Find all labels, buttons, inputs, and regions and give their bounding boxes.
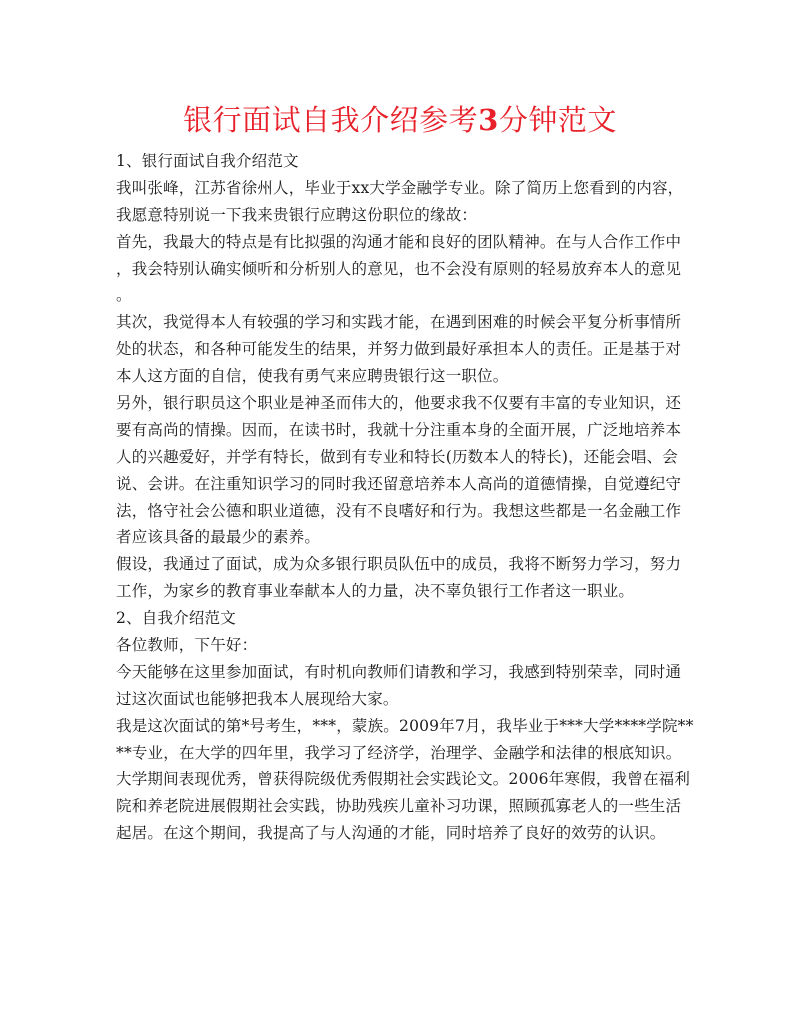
body-line: 假设，我通过了面试，成为众多银行职员队伍中的成员，我将不断努力学习，努力 (116, 555, 682, 574)
body-line: 法，恪守社会公德和职业道德，没有不良嗜好和行为。我想这些都是一名金融工作 (116, 501, 682, 520)
body-line: 院和养老院进展假期社会实践，协助残疾儿童补习功课，照顾孤寡老人的一些生活 (116, 797, 682, 816)
body-line: 我愿意特别说一下我来贵银行应聘这份职位的缘故： (116, 205, 478, 224)
body-line: 我是这次面试的第*号考生，***，蒙族。2009年7月，我毕业于***大学****学院** (116, 716, 694, 735)
title-text-post: 分钟范文 (498, 103, 617, 137)
body-line: 大学期间表现优秀，曾获得院级优秀假期社会实践论文。2006年寒假，我曾在福利 (116, 770, 691, 789)
body-line: 工作，为家乡的教育事业奉献本人的力量，决不辜负银行工作者这一职业。 (116, 582, 635, 601)
body-line: **专业，在大学的四年里，我学习了经济学，治理学、金融学和法律的根底知识。 (116, 743, 682, 762)
title-number: 3 (478, 103, 499, 137)
body-line: 说、会讲。在注重知识学习的同时我还留意培养本人高尚的道德情操，自觉遵纪守 (116, 474, 682, 493)
section-heading-2: 2、自我介绍范文 (116, 609, 236, 628)
body-line: 本人这方面的自信，使我有勇气来应聘贵银行这一职位。 (116, 367, 509, 386)
body-line: 处的状态，和各种可能发生的结果，并努力做到最好承担本人的责任。正是基于对 (116, 340, 682, 359)
body-line: 各位教师，下午好： (116, 636, 258, 655)
body-line: 我叫张峰，江苏省徐州人，毕业于xx大学金融学专业。除了简历上您看到的内容， (116, 178, 684, 197)
document-body (116, 148, 694, 847)
body-line: 另外，银行职员这个职业是神圣而伟大的，他要求我不仅要有丰富的专业知识，还 (116, 394, 682, 413)
body-line: 过这次面试也能够把我本人展现给大家。 (116, 689, 399, 708)
section-heading-1: 1、银行面试自我介绍范文 (116, 152, 299, 170)
body-line: 。 (116, 286, 132, 305)
title-text-pre: 银行面试自我介绍参考 (183, 103, 479, 137)
body-line: 要有高尚的情操。因而，在读书时，我就十分注重本身的全面开展，广泛地培养本 (116, 420, 682, 439)
body-line: 起居。在这个期间，我提高了与人沟通的才能，同时培养了良好的效劳的认识。 (116, 824, 666, 843)
body-line: 者应该具备的最最少的素养。 (116, 528, 321, 547)
body-line: 首先，我最大的特点是有比拟强的沟通才能和良好的团队精神。在与人合作工作中 (116, 232, 682, 251)
body-line: 今天能够在这里参加面试，有时机向教师们请教和学习，我感到特别荣幸，同时通 (116, 662, 682, 681)
document-title (0, 100, 800, 140)
body-line: 人的兴趣爱好，并学有特长，做到有专业和特长(历数本人的特长)，还能会唱、会 (116, 447, 678, 466)
body-line: 其次，我觉得本人有较强的学习和实践才能，在遇到困难的时候会平复分析事情所 (116, 313, 682, 332)
body-line: ，我会特别认确实倾听和分析别人的意见，也不会没有原则的轻易放弃本人的意见 (116, 259, 682, 278)
